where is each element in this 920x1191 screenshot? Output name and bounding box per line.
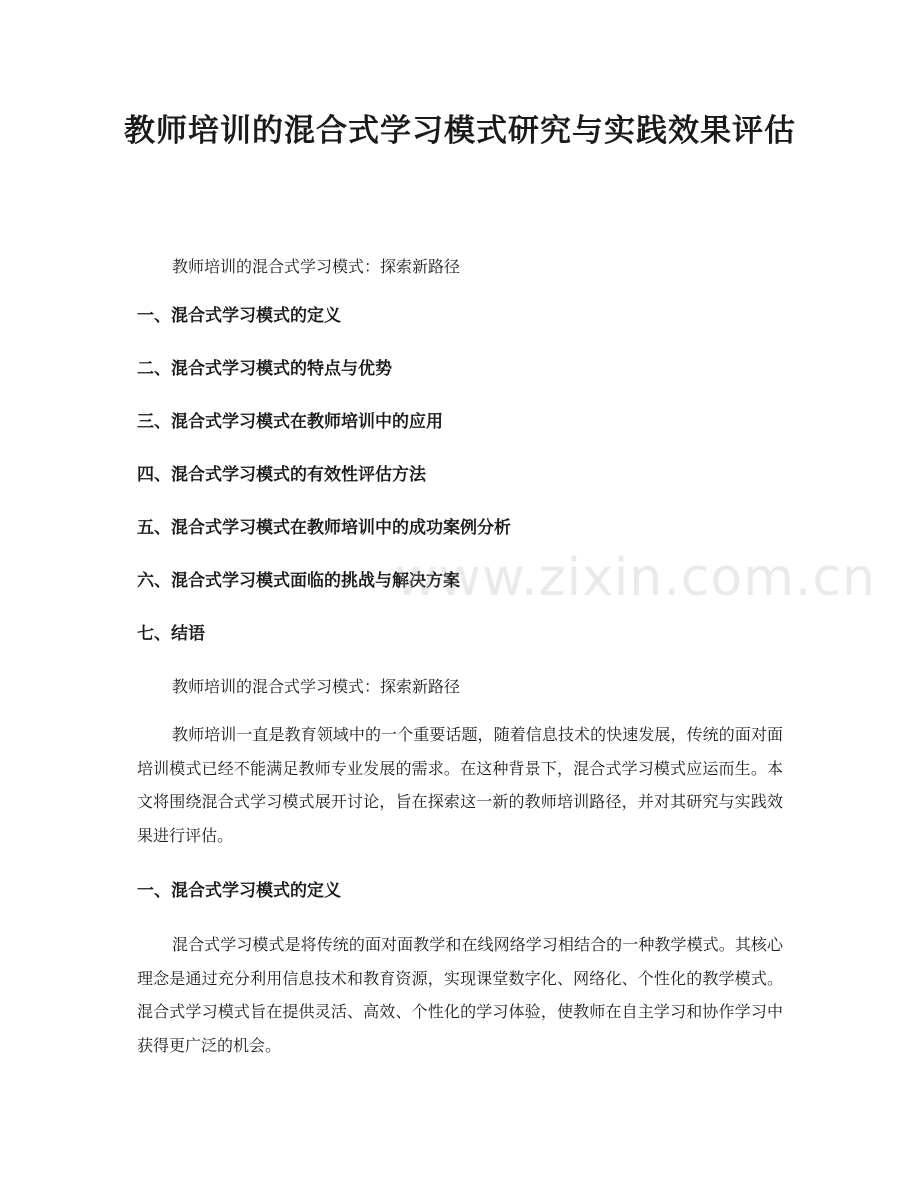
toc-item-4: 四、混合式学习模式的有效性评估方法 <box>137 465 426 485</box>
body-subtitle: 教师培训的混合式学习模式：探索新路径 <box>172 677 461 696</box>
intro-paragraph: 教师培训一直是教育领域中的一个重要话题，随着信息技术的快速发展，传统的面对面培训模式已经不能满足教师专业发展的需求。在这种背景下，混合式学习模式应运而生。本文将围绕混合式学习模式展开讨论，旨在探索这一新的教师培训路径，并对其研究与实践效果进行评估。 <box>137 725 783 845</box>
toc-item-2: 二、混合式学习模式的特点与优势 <box>137 359 392 379</box>
document-subtitle: 教师培训的混合式学习模式：探索新路径 <box>172 257 461 276</box>
section-1-heading: 一、混合式学习模式的定义 <box>137 881 341 901</box>
watermark: www.zixin.com.cn <box>395 548 876 608</box>
toc-item-5: 五、混合式学习模式在教师培训中的成功案例分析 <box>137 518 511 538</box>
toc-item-1: 一、混合式学习模式的定义 <box>137 306 341 326</box>
toc-item-7: 七、结语 <box>137 624 205 644</box>
section-1-paragraph: 混合式学习模式是将传统的面对面教学和在线网络学习相结合的一种教学模式。其核心理念是通过充分利用信息技术和教育资源，实现课堂数字化、网络化、个性化的教学模式。混合式学习模式旨在提供灵活、高效、个性化的学习体验，使教师在自主学习和协作学习中获得更广泛的机会。 <box>137 935 783 1055</box>
toc-item-6: 六、混合式学习模式面临的挑战与解决方案 <box>137 571 460 591</box>
toc-item-3: 三、混合式学习模式在教师培训中的应用 <box>137 412 443 432</box>
document-title: 教师培训的混合式学习模式研究与实践效果评估 <box>124 113 796 149</box>
